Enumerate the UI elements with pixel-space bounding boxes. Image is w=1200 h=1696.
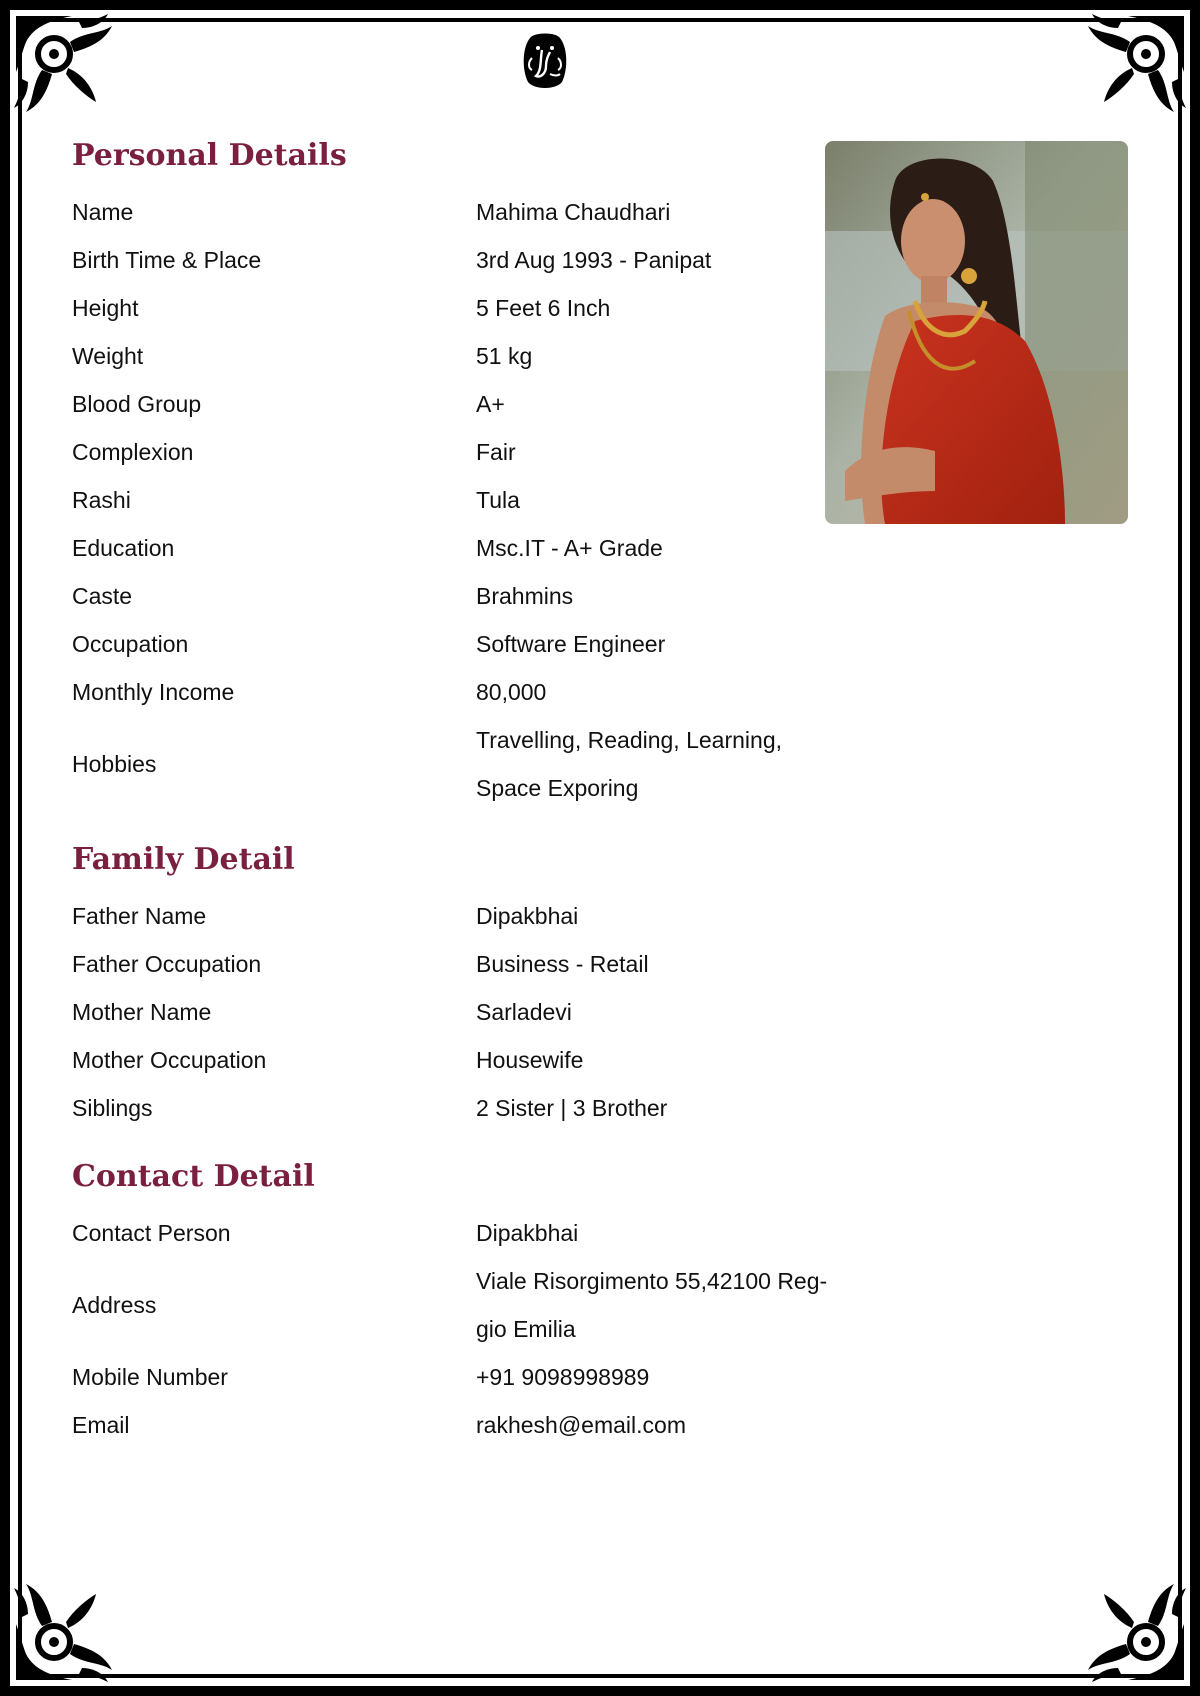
detail-value: Dipakbhai <box>476 903 579 929</box>
detail-value <box>476 1257 892 1353</box>
detail-value: Brahmins <box>476 583 574 609</box>
detail-row <box>72 236 892 284</box>
detail-value: Dipakbhai <box>476 1220 579 1246</box>
corner-ornament-icon <box>1078 1574 1188 1684</box>
detail-row <box>72 1209 892 1257</box>
corner-ornament-icon <box>12 12 122 122</box>
detail-value: Mahima Chaudhari <box>476 199 671 225</box>
detail-label: Contact Person <box>72 1220 231 1246</box>
detail-label: Mother Occupation <box>72 1047 267 1073</box>
detail-value: Business - Retail <box>476 951 649 977</box>
detail-row <box>72 620 892 668</box>
detail-row <box>72 284 892 332</box>
detail-label: Mother Name <box>72 999 212 1025</box>
detail-value: A+ <box>476 391 505 417</box>
detail-row <box>72 1401 892 1449</box>
contact-detail-heading: Contact Detail <box>72 1159 315 1194</box>
corner-ornament-icon <box>1078 12 1188 122</box>
detail-row <box>72 524 892 572</box>
detail-label: Complexion <box>72 439 194 465</box>
detail-row <box>72 668 892 716</box>
hobbies-line-1: Travelling, Reading, Learning, <box>476 727 782 753</box>
hobbies-line-2: Space Exporing <box>476 775 639 801</box>
detail-label: Weight <box>72 343 144 369</box>
detail-label: Father Name <box>72 903 207 929</box>
detail-row-hobbies <box>72 716 892 812</box>
detail-value: Software Engineer <box>476 631 666 657</box>
detail-row <box>72 940 892 988</box>
address-line-1: Viale Risorgimento 55,42100 Reg- <box>476 1268 828 1294</box>
detail-label: Email <box>72 1412 130 1438</box>
detail-row <box>72 428 892 476</box>
detail-value: Housewife <box>476 1047 584 1073</box>
detail-label: Father Occupation <box>72 951 262 977</box>
detail-label: Blood Group <box>72 391 202 417</box>
detail-row <box>72 892 892 940</box>
ganesha-emblem-icon <box>520 30 570 92</box>
detail-label: Siblings <box>72 1095 153 1121</box>
detail-row <box>72 1036 892 1084</box>
detail-value: 3rd Aug 1993 - Panipat <box>476 247 712 273</box>
detail-value: Fair <box>476 439 516 465</box>
contact-details-list <box>72 1209 892 1449</box>
detail-label: Monthly Income <box>72 679 235 705</box>
detail-value <box>476 716 892 812</box>
detail-label: Hobbies <box>72 751 157 777</box>
detail-row <box>72 1084 892 1132</box>
detail-value: 80,000 <box>476 679 547 705</box>
corner-ornament-icon <box>12 1574 122 1684</box>
detail-value: Msc.IT - A+ Grade <box>476 535 663 561</box>
detail-label: Name <box>72 199 134 225</box>
detail-label: Caste <box>72 583 133 609</box>
detail-row <box>72 332 892 380</box>
detail-value: rakhesh@email.com <box>476 1412 686 1438</box>
detail-value: 51 kg <box>476 343 533 369</box>
detail-label: Occupation <box>72 631 189 657</box>
detail-row <box>72 380 892 428</box>
detail-label: Education <box>72 535 175 561</box>
detail-label: Birth Time & Place <box>72 247 262 273</box>
detail-value: Tula <box>476 487 520 513</box>
detail-label: Rashi <box>72 487 131 513</box>
personal-details-list <box>72 188 892 812</box>
detail-value: 5 Feet 6 Inch <box>476 295 611 321</box>
detail-row <box>72 476 892 524</box>
personal-details-heading: Personal Details <box>72 138 347 173</box>
family-details-list <box>72 892 892 1132</box>
detail-row <box>72 1353 892 1401</box>
address-line-2: gio Emilia <box>476 1316 576 1342</box>
family-detail-heading: Family Detail <box>72 842 295 877</box>
detail-row <box>72 188 892 236</box>
detail-row-address <box>72 1257 892 1353</box>
detail-value: +91 9098998989 <box>476 1364 650 1390</box>
detail-value: Sarladevi <box>476 999 572 1025</box>
detail-label: Mobile Number <box>72 1364 228 1390</box>
detail-row <box>72 988 892 1036</box>
detail-label: Address <box>72 1292 157 1318</box>
detail-label: Height <box>72 295 139 321</box>
detail-value: 2 Sister | 3 Brother <box>476 1095 668 1121</box>
detail-row <box>72 572 892 620</box>
